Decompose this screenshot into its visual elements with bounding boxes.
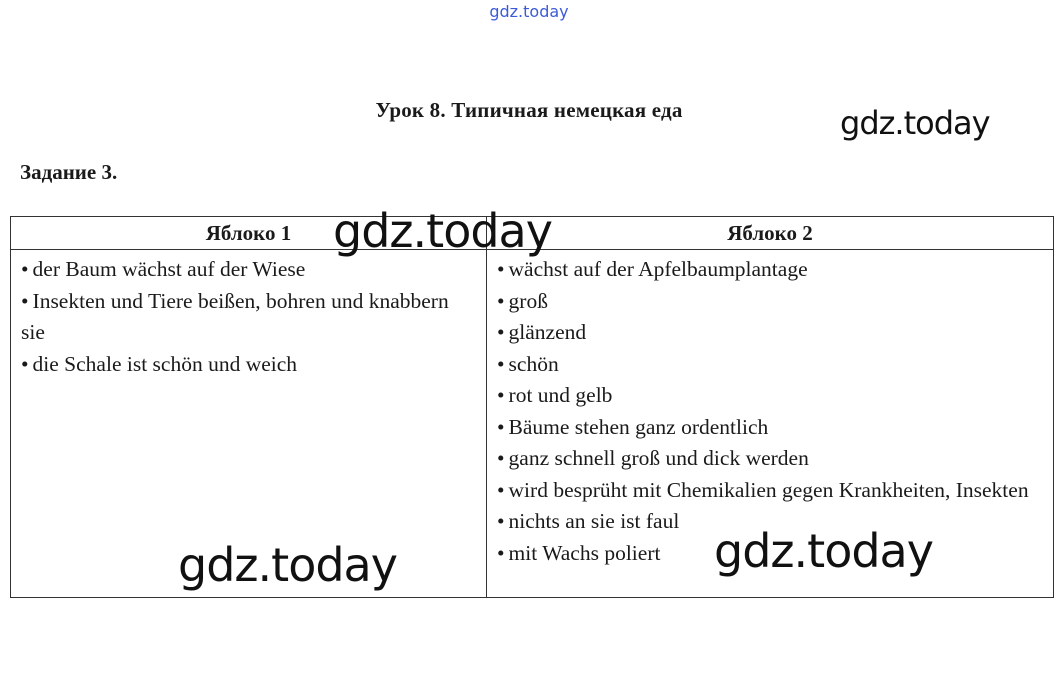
watermark: gdz.today xyxy=(333,204,552,258)
list-item: • nichts an sie ist faul xyxy=(497,506,1043,538)
lesson-title: Урок 8. Типичная немецкая еда xyxy=(375,98,683,122)
list-item: • schön xyxy=(497,349,1043,381)
list-item: • wächst auf der Apfelbaumplantage xyxy=(497,254,1043,286)
watermark: gdz.today xyxy=(714,524,933,578)
list-item: • ganz schnell groß und dick werden xyxy=(497,443,1043,475)
apple-2-list xyxy=(497,254,1043,569)
list-item: • der Baum wächst auf der Wiese xyxy=(21,254,476,286)
header-apple-1: Яблоко 1 xyxy=(11,217,487,250)
list-item: • Insekten und Tiere beißen, bohren und knabbern sie xyxy=(21,286,476,349)
list-item: • rot und gelb xyxy=(497,380,1043,412)
list-item: • glänzend xyxy=(497,317,1043,349)
header-apple-2: Яблоко 2 xyxy=(487,217,1054,250)
watermark: gdz.today xyxy=(178,538,397,592)
site-link[interactable]: gdz.today xyxy=(489,2,569,21)
list-item: • Bäume stehen ganz ordentlich xyxy=(497,412,1043,444)
list-item: • groß xyxy=(497,286,1043,318)
list-item: • die Schale ist schön und weich xyxy=(21,349,476,381)
apple-1-list xyxy=(21,254,476,380)
task-title: Задание 3. xyxy=(20,160,118,184)
list-item: • mit Wachs poliert xyxy=(497,538,1043,570)
list-item: • wird besprüht mit Chemikalien gegen Krankheiten, Insekten xyxy=(497,475,1043,507)
watermark: gdz.today xyxy=(840,104,990,142)
